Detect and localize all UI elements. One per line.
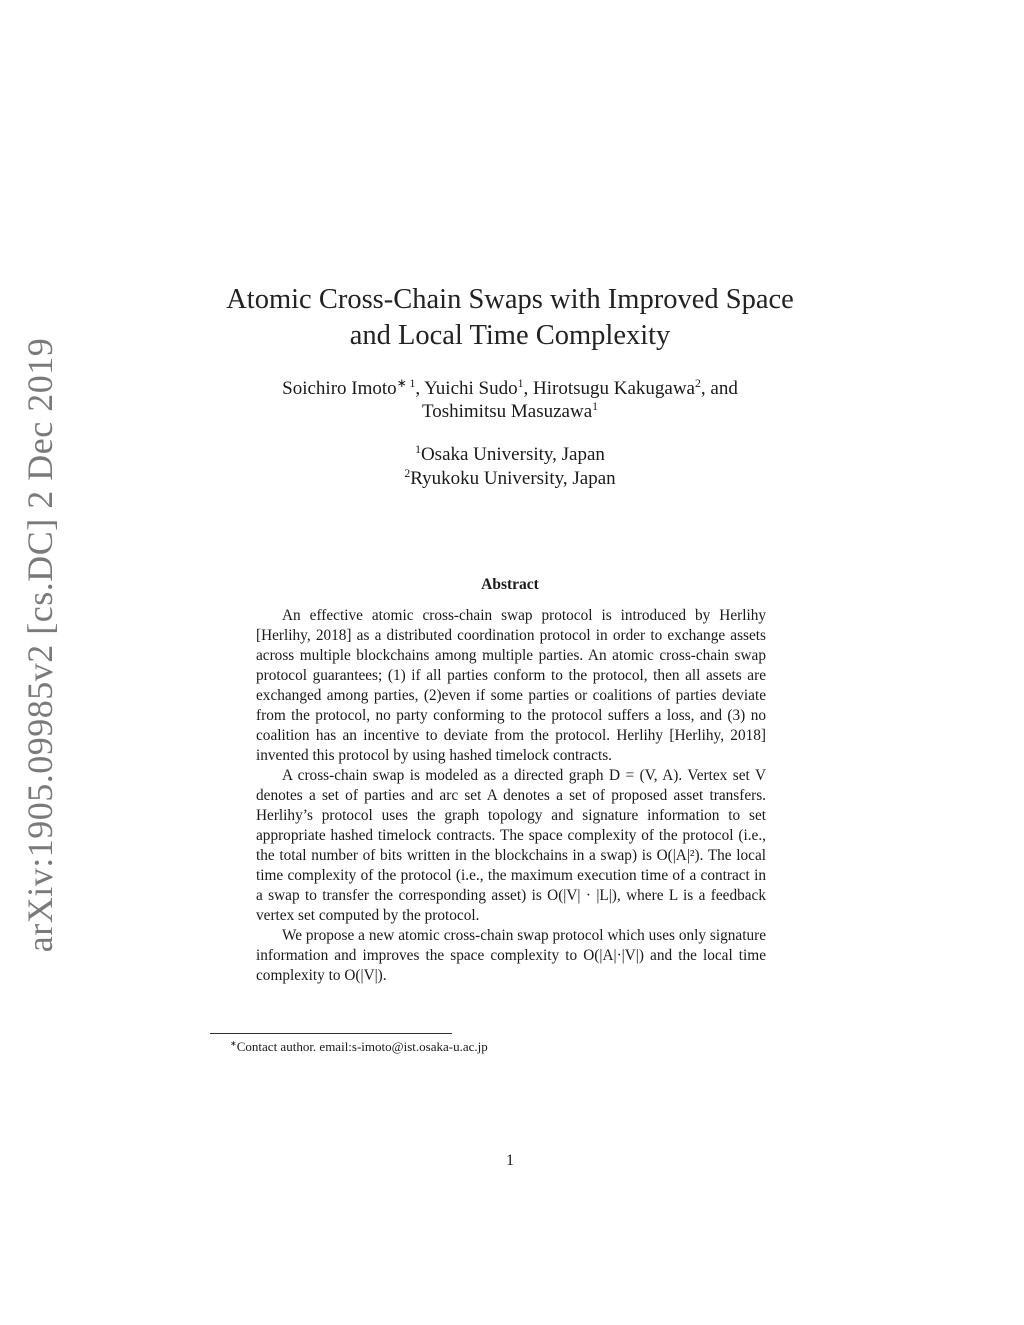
paper-title: [200, 282, 820, 354]
author-name: Toshimitsu Masuzawa: [421, 401, 593, 422]
abstract-heading: Abstract: [481, 576, 539, 593]
abstract-paragraph: A cross-chain swap is modeled as a directed graph D = (V, A). Vertex set V denotes a set of parties and arc set A denotes a set of proposed asset transfers. Herlihy’s protocol uses the graph topology and signature information to set appropriate hashed timelock contracts. The space complexity of the protocol (i.e., the total number of bits written in the blockchains in a swap) is O(|A|²). The local time complexity of the protocol (i.e., the maximum execution time of a contract in a swap to transfer the corresponding asset) is O(|V| · |L|), where L is a feedback vertex set computed by the protocol.: [256, 767, 766, 924]
page-number: 1: [506, 1152, 514, 1169]
footnote-text: Contact author. email:s-imoto@ist.osaka-u.ac.jp: [236, 1039, 488, 1054]
author-separator: ,: [523, 378, 533, 399]
abstract-paragraph: An effective atomic cross-chain swap protocol is introduced by Herlihy [Herlihy, 2018] as a distributed coordination protocol in order to exchange assets across multiple blockchains among multiple parties. An atomic cross-chain swap protocol guarantees; (1) if all parties conform to the protocol, then all assets are exchanged among parties, (2)even if some parties or coalitions of parties deviate from the protocol, no party conforming to the protocol suffers a loss, and (3) no coalition has an incentive to deviate from the protocol. Herlihy [Herlihy, 2018] invented this protocol by using hashed timelock contracts.: [256, 607, 766, 764]
affiliation-mark: 1: [415, 442, 421, 456]
author-mark: 1: [592, 399, 599, 413]
author-mark: 1: [517, 376, 524, 390]
author-name: Yuichi Sudo: [424, 378, 518, 399]
affiliation: [200, 467, 820, 491]
affiliation: [200, 443, 820, 467]
footnote: [230, 1038, 488, 1056]
abstract-body: [256, 606, 766, 986]
author-line-2: [200, 400, 820, 423]
author-mark: 2: [695, 376, 701, 390]
footnote-divider: [210, 1033, 452, 1034]
affiliation-mark: 2: [404, 466, 411, 480]
author-name: Hirotsugu Kakugawa: [533, 378, 695, 399]
affiliation-list: [200, 443, 820, 491]
author-separator: ,: [415, 378, 425, 399]
author-line-1: [200, 377, 820, 400]
arxiv-identifier-stamp: [12, 337, 68, 953]
affiliation-name: Ryukoku University, Japan: [410, 468, 616, 489]
abstract-paragraph: We propose a new atomic cross-chain swap protocol which uses only signature information and improves the space complexity to O(|A|·|V|) and the local time complexity to O(|V|).: [256, 927, 766, 984]
footnote-mark: ∗: [230, 1039, 237, 1049]
arxiv-identifier-text: arXiv:1905.09985v2 [cs.DC] 2 Dec 2019: [20, 337, 60, 953]
title-line-1: Atomic Cross-Chain Swaps with Improved Space: [226, 284, 794, 315]
affiliation-name: Osaka University, Japan: [420, 444, 605, 465]
author-list: [200, 377, 820, 423]
title-line-2: and Local Time Complexity: [349, 320, 671, 351]
author-name: Soichiro Imoto: [282, 378, 397, 399]
author-mark: ∗ 1: [396, 376, 416, 390]
author-separator: , and: [700, 378, 738, 399]
